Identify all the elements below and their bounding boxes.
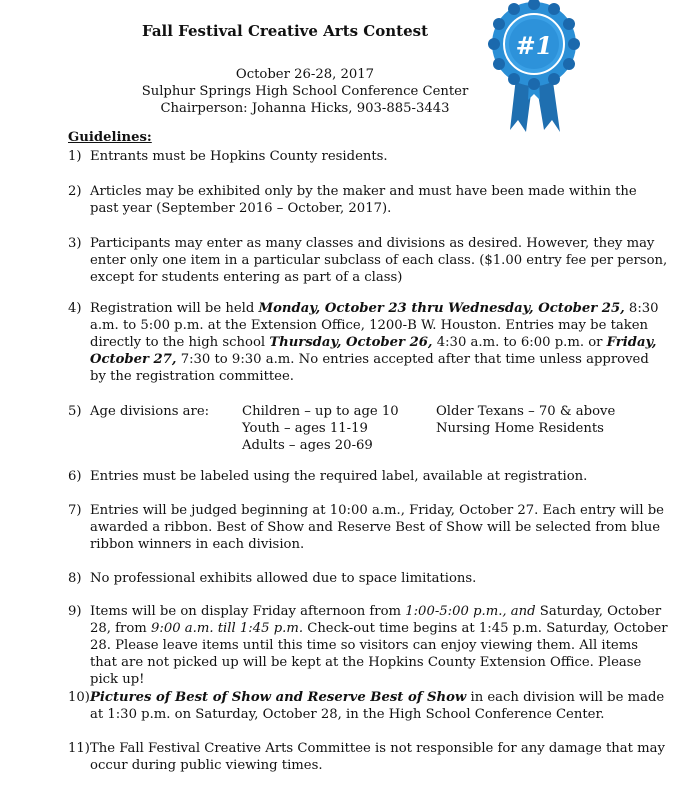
item-number: 4) — [68, 301, 82, 316]
item-number: 10) — [68, 690, 90, 705]
item-number: 8) — [68, 571, 82, 586]
age-division-youth: Youth – ages 11-19 — [242, 421, 368, 436]
guideline-item — [68, 183, 668, 217]
item-number: 7) — [68, 503, 82, 518]
item-text: Entries must be labeled using the required label, available at registration. — [90, 469, 588, 484]
guideline-item — [68, 740, 668, 774]
item-number: 11) — [68, 741, 90, 756]
guideline-item — [68, 502, 668, 553]
age-division-nursing-home: Nursing Home Residents — [436, 421, 604, 436]
guideline-item — [68, 603, 668, 688]
guideline-item — [68, 148, 668, 165]
item-number: 6) — [68, 469, 82, 484]
chairperson: Chairperson: Johanna Hicks, 903-885-3443 — [160, 101, 450, 116]
guideline-item — [68, 570, 668, 587]
age-division-adults: Adults – ages 20-69 — [242, 438, 373, 453]
item-text: The Fall Festival Creative Arts Committee is not responsible for any damage that may occur during public viewing times. — [90, 741, 665, 773]
guideline-item — [68, 300, 668, 385]
guidelines-heading: Guidelines: — [68, 130, 152, 145]
item-number: 3) — [68, 236, 82, 251]
age-division-children: Children – up to age 10 — [242, 404, 399, 419]
item-text: No professional exhibits allowed due to space limitations. — [90, 571, 477, 586]
age-division-older-texans: Older Texans – 70 & above — [436, 404, 616, 419]
item-text: Registration will be held Monday, October 23 thru Wednesday, October 25, 8:30 a.m. to 5:00 p.m. at the Extension Office, 1200-B W. Houston. Entries may be taken directly to the high school Thursday, October 26, 4:30 a.m. to 6:00 p.m. or Friday, October 27, 7:30 to 9:30 a.m. No entries accepted after that time unless approved by the registration committee. — [90, 301, 659, 384]
item-number: 5) — [68, 404, 82, 419]
page-title: Fall Festival Creative Arts Contest — [141, 22, 428, 40]
item-text: Items will be on display Friday afternoon from 1:00-5:00 p.m., and Saturday, October 28, from 9:00 a.m. till 1:45 p.m. Check-out time begins at 1:45 p.m. Saturday, October 28. Please leave items until this time so visitors can enjoy viewing them. All items that are not picked up will be kept at the Hopkins County Extension Office. Please pick up! — [90, 604, 668, 687]
item-text: Participants may enter as many classes and divisions as desired. However, they may enter only one item in a particular subclass of each class. ($1.00 entry fee per person, except for students entering as part of a class) — [90, 236, 668, 285]
event-dates: October 26-28, 2017 — [235, 67, 375, 82]
item-text: Pictures of Best of Show and Reserve Best of Show in each division will be made at 1:30 p.m. on Saturday, October 28, in the High School Conference Center. — [90, 690, 665, 722]
ribbon-label: #1 — [515, 31, 553, 60]
item-text: Entries will be judged beginning at 10:00 a.m., Friday, October 27. Each entry will be awarded a ribbon. Best of Show and Reserve Best of Show will be selected from blue ribbon winners in each division. — [90, 503, 664, 552]
guideline-item — [68, 689, 668, 723]
guideline-item — [68, 468, 668, 485]
item-number: 1) — [68, 149, 82, 164]
guideline-item-age-divisions — [68, 403, 668, 455]
item-number: 2) — [68, 184, 82, 199]
item-text: Articles may be exhibited only by the maker and must have been made within the past year (September 2016 – October, 2017). — [90, 184, 637, 216]
event-venue: Sulphur Springs High School Conference Center — [141, 84, 469, 99]
age-divisions-label: Age divisions are: — [90, 404, 210, 419]
item-text: Entrants must be Hopkins County residents. — [90, 149, 388, 164]
item-number: 9) — [68, 604, 82, 619]
guideline-item — [68, 235, 668, 286]
